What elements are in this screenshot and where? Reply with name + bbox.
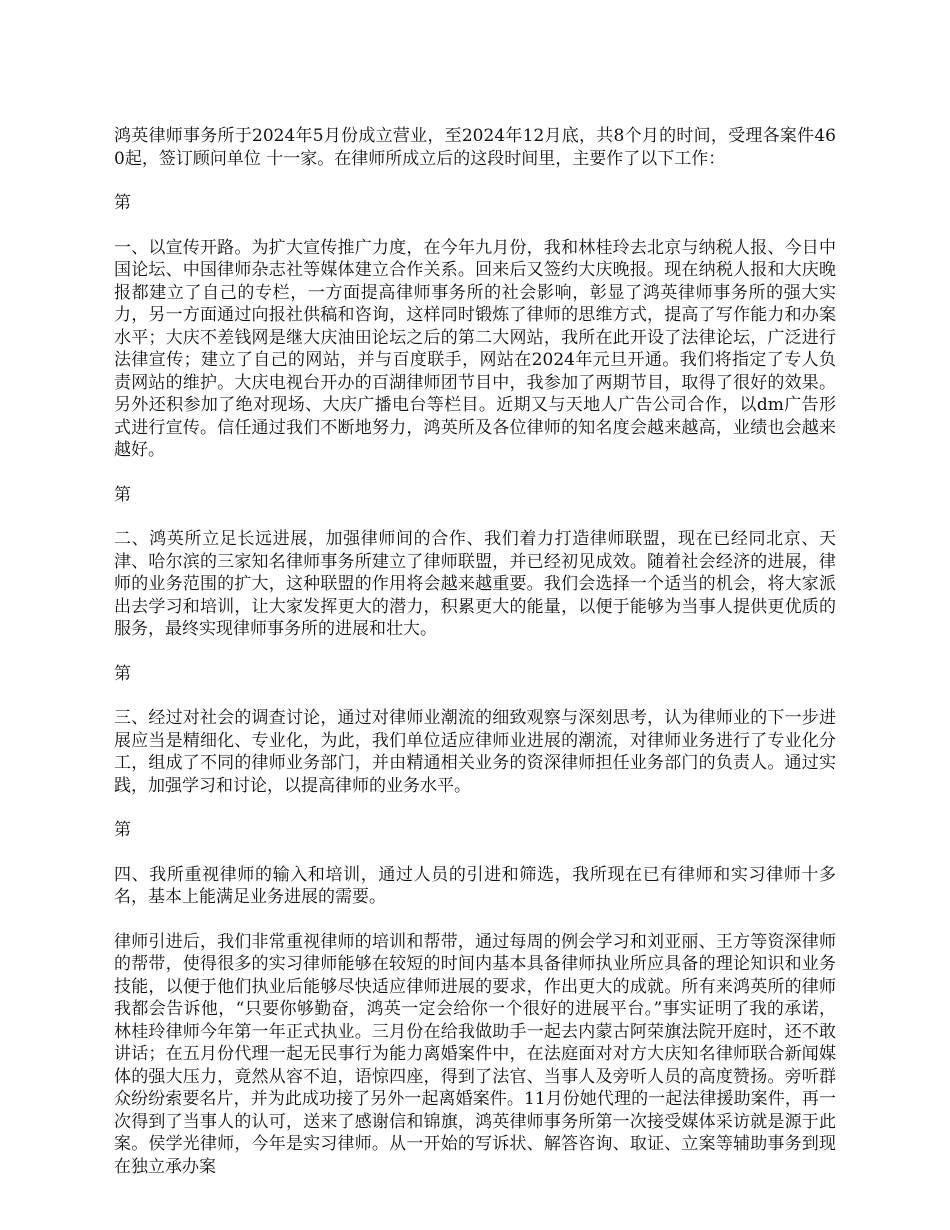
intro-paragraph: 鸿英律师事务所于2024年5月份成立营业，至2024年12月底，共8个月的时间，受理各案件460起，签订顾问单位 十一家。在律师所成立后的这段时间里，主要作了以下工作： <box>114 126 836 169</box>
document-body <box>114 125 836 1200</box>
section-marker: 第 <box>114 663 131 684</box>
section-three-paragraph: 三、经过对社会的调查讨论，通过对律师业潮流的细致观察与深刻思考，认为律师业的下一步进展应当是精细化、专业化，为此，我们单位适应律师业进展的潮流，对律师业务进行了专业化分工，组成了不同的律师业务部门，并由精通相关业务的资深律师担任业务部门的负责人。通过实践，加强学习和讨论，以提高律师的业务水平。 <box>114 708 836 796</box>
section-marker: 第 <box>114 193 131 213</box>
section-two-paragraph: 二、鸿英所立足长远进展，加强律师间的合作、我们着力打造律师联盟，现在已经同北京、天津、哈尔滨的三家知名律师事务所建立了律师联盟，并已经初见成效。随着社会经济的进展，律师的业务范围的扩大，这种联盟的作用将会越来越重要。我们会选择一个适当的机会，将大家派出去学习和培训，让大家发挥更大的潜力，积累更大的能量，以便于能够为当事人提供更优质的服务，最终实现律师事务所的进展和壮大。 <box>114 529 836 639</box>
section-one-paragraph: 一、以宣传开路。为扩大宣传推广力度，在今年九月份，我和林桂玲去北京与纳税人报、今日中国论坛、中国律师杂志社等媒体建立合作关系。回来后又签约大庆晚报。现在纳税人报和大庆晚报都建立了自己的专栏，一方面提高律师事务所的社会影响，彰显了鸿英律师事务所的强大实力，另一方面通过向报社供稿和咨询，这样同时锻炼了律师的思维方式，提高了写作能力和办案水平；大庆不差钱网是继大庆油田论坛之后的第二大网站，我所在此开设了法律论坛，广泛进行法律宣传；建立了自己的网站，并与百度联手，网站在2024年元旦开通。我们将指定了专人负责网站的维护。大庆电视台开办的百湖律师团节目中，我参加了两期节目，取得了很好的效果。另外还积参加了绝对现场、大庆广播电台等栏目。近期又与天地人广告公司合作，以dm广告形式进行宣传。信任通过我们不断地努力，鸿英所及各位律师的知名度会越来越高，业绩也会越来越好。 <box>114 237 836 460</box>
section-marker: 第 <box>114 484 131 505</box>
section-marker: 第 <box>114 820 131 840</box>
training-paragraph: 律师引进后，我们非常重视律师的培训和帮带，通过每周的例会学习和刘亚丽、王方等资深律师的帮带，使得很多的实习律师能够在较短的时间内基本具备律师执业所应具备的理论知识和业务技能，以便于他们执业后能够尽快适应律师进展的要求，作出更大的成就。所有来鸿英所的律师我都会告诉他，“只要你够勤奋，鸿英一定会给你一个很好的进展平台。”事实证明了我的承诺，林桂玲律师今年第一年正式执业。三月份在给我做助手一起去内蒙古阿荣旗法院开庭时，还不敢讲话；在五月份代理一起无民事行为能力离婚案件中，在法庭面对对方大庆知名律师联合新闻媒体的强大压力，竟然从容不迫，语惊四座，得到了法官、当事人及旁听人员的高度赞扬。旁听群众纷纷索要名片，并为此成功接了另外一起离婚案件。11月份她代理的一起法律援助案件，再一次得到了当事人的认可，送来了感谢信和锦旗，鸿英律师事务所第一次接受媒体采访就是源于此案。侯学光律师，今年是实习律师。从一开始的写诉状、解答咨询、取证、立案等辅助事务到现在独立承办案 <box>114 931 836 1177</box>
section-four-paragraph: 四、我所重视律师的输入和培训，通过人员的引进和筛选，我所现在已有律师和实习律师十多名，基本上能满足业务进展的需要。 <box>114 864 836 907</box>
